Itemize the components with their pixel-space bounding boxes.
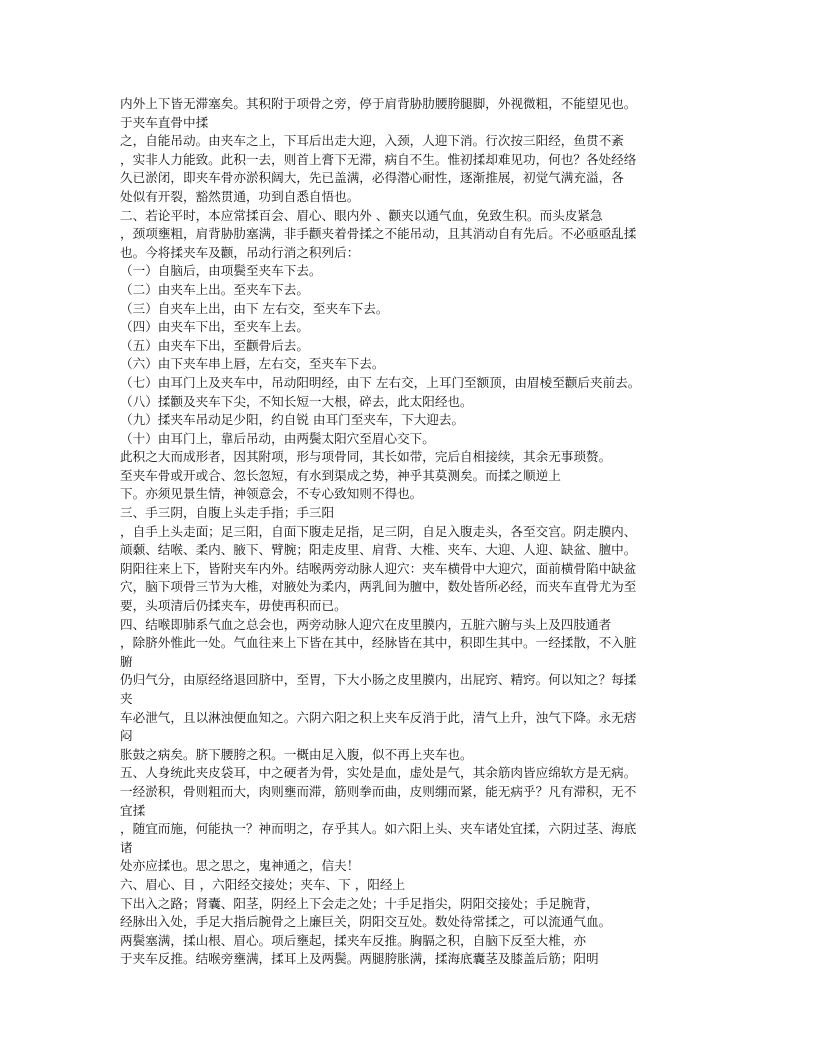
text-line: 颃颡、结喉、柔内、腋下、臂腕；阳走皮里、肩背、大椎、夹车、大迎、人迎、缺盆、膻中。 [120,542,637,558]
text-line: ，实非人力能致。此积一去，则首上膏下无滞，病自不生。惟初揉却难见功，何也？各处经络 [120,151,637,167]
text-line: （九）揉夹车吊动足少阳，约自锐 由耳门至夹车，下大迎去。 [120,412,465,428]
text-line: 诸 [120,839,133,855]
text-line: （十）由耳门上，靠后吊动，由两鬓太阳穴至眉心交下。 [120,430,435,446]
text-line: （八）揉颧及夹车下尖，不知长短一大根，碎去，此太阳经也。 [120,393,473,409]
text-line: 胀鼓之病矣。脐下腰胯之积。一概由足入腹，似不再上夹车也。 [120,746,473,762]
text-line: 处亦应揉也。思之思之，鬼神通之，信夫！ [120,858,360,874]
text-line: 一经淤积，骨则粗而大，肉则壅而滞，筋则拳而曲，皮则绷而紧，能无病乎？凡有滞积，无不 [120,783,637,799]
text-line: 下出入之路；肾囊、阳茎，阴经上下会走之处；十手足指尖，阴阳交接处；手足腕背， [120,895,599,911]
text-line: 要，头项清后仍揉夹车，毋使再积而已。 [120,598,347,614]
text-line: 下。亦须见景生情，神领意会，不专心致知则不得也。 [120,486,423,502]
text-line: ，自手上头走面；足三阳，自面下腹走足指，足三阴，自足入腹走头，各至交宫。阴走膜内、 [120,523,637,539]
text-line: 阴阳往来上下，皆附夹车内外。结喉两旁动脉人迎穴：夹车横骨中大迎穴，面前横骨陷中缺盆 [120,560,637,576]
text-line: 夹 [120,691,133,706]
text-line: （四）由夹车下出，至夹车上去。 [120,319,309,335]
text-line: ，颈项壅粗，肩背胁肋塞满，非手颧夹着骨揉之不能吊动，且其消动自有先后。不必亟亟乱揉 [120,226,637,242]
text-line: 四、结喉即肺系气血之总会也，两旁动脉人迎穴在皮里膜内，五脏六腑与头上及四肢通者 [120,616,612,632]
text-line: 穴，脑下项骨三节为大椎，对腋处为柔内，两乳间为膻中，数处皆所必经，而夹车直骨尤为至 [120,579,637,595]
text-line: 车必泄气，且以淋浊便血知之。六阴六阳之积上夹车反消于此，清气上升，浊气下降。永无痞 [120,709,637,725]
text-line: （五）由夹车下出，至颧骨后去。 [120,337,309,353]
text-line: 也。今将揉夹车及颧，吊动行消之积列后： [120,244,360,260]
text-line: 此积之大而成形者，因其附项，形与项骨同，其长如带，完后自相接续，其余无事琐赘。 [120,449,612,465]
text-line: 内外上下皆无滞塞矣。其积附于项骨之旁，停于肩背胁肋腰胯腿脚，外视微粗，不能望见也。 [120,96,637,111]
text-line: 处似有开裂，豁然贯通，功到自悉自悟也。 [120,188,360,204]
text-line: 于夹车直骨中揉 [120,114,209,130]
text-line: 三、手三阴，自腹上头走手指；手三阳 [120,505,335,521]
text-line: （一）自脑后，由项鬓至夹车下去。 [120,263,322,279]
text-line: 二、若论平时，本应常揉百会、眉心、眼内外 、颧夹以通气血，免致生积。而头皮紧急 [120,207,603,223]
text-line: ，随宜而施，何能执一？神而明之，存乎其人。如六阳上头、夹车诸处宜揉，六阴过茎、海底 [120,821,637,837]
text-line: 闷 [120,728,133,744]
text-line: 至夹车骨或开或合、忽长忽短，有水到渠成之势，神乎其莫测矣。而揉之顺逆上 [120,467,561,483]
text-line: 两鬓塞满，揉山根、眉心。项后壅起，揉夹车反推。胸膈之积，自脑下反至大椎，亦 [120,932,586,948]
text-line: 五、人身统此夹皮袋耳，中之硬者为骨，实处是血，虚处是气，其余筋肉皆应绵软方是无病。 [120,765,637,781]
text-line: ，除脐外惟此一处。气血往来上下皆在其中，经脉皆在其中，积即生其中。一经揉散，不入脏 [120,635,637,651]
text-line: （三）自夹车上出，由下 左右交，至夹车下去。 [120,300,389,316]
text-line: （二）由夹车上出。至夹车下去。 [120,281,309,297]
text-line: 六、眉心、目 ，六阳经交接处；夹车、下 ，阳经上 [120,876,406,892]
text-line: 于夹车反推。结喉旁壅满，揉耳上及两鬓。两腿胯胀满，揉海底囊茎及膝盖后筋；阳明 [120,951,599,967]
text-line: 久已淤闭，即夹车骨亦淤积阔大，先已盖满，必得潜心耐性，逐渐推展，初觉气满充溢，各 [120,170,624,186]
text-line: 之，自能吊动。由夹车之上，下耳后出走大迎，入颈，人迎下消。行次按三阳经，鱼贯不紊 [120,133,624,149]
text-line: （七）由耳门上及夹车中，吊动阳明经，由下 左右交，上耳门至额顶，由眉棱至颧后夹前去。 [120,374,641,390]
text-line: 宜揉 [120,802,146,818]
text-line: 仍归气分，由原经络退回脐中，至胃，下大小肠之皮里膜内，出屁窍、精窍。何以知之？每揉 [120,672,637,688]
text-line: （六）由下夹车串上唇，左右交，至夹车下去。 [120,356,385,372]
text-line: 经脉出入处，手足大指后腕骨之上廉巨关，阴阳交互处。数处待常揉之，可以流通气血。 [120,914,612,930]
text-line: 腑 [120,653,133,669]
body-text [120,95,705,969]
